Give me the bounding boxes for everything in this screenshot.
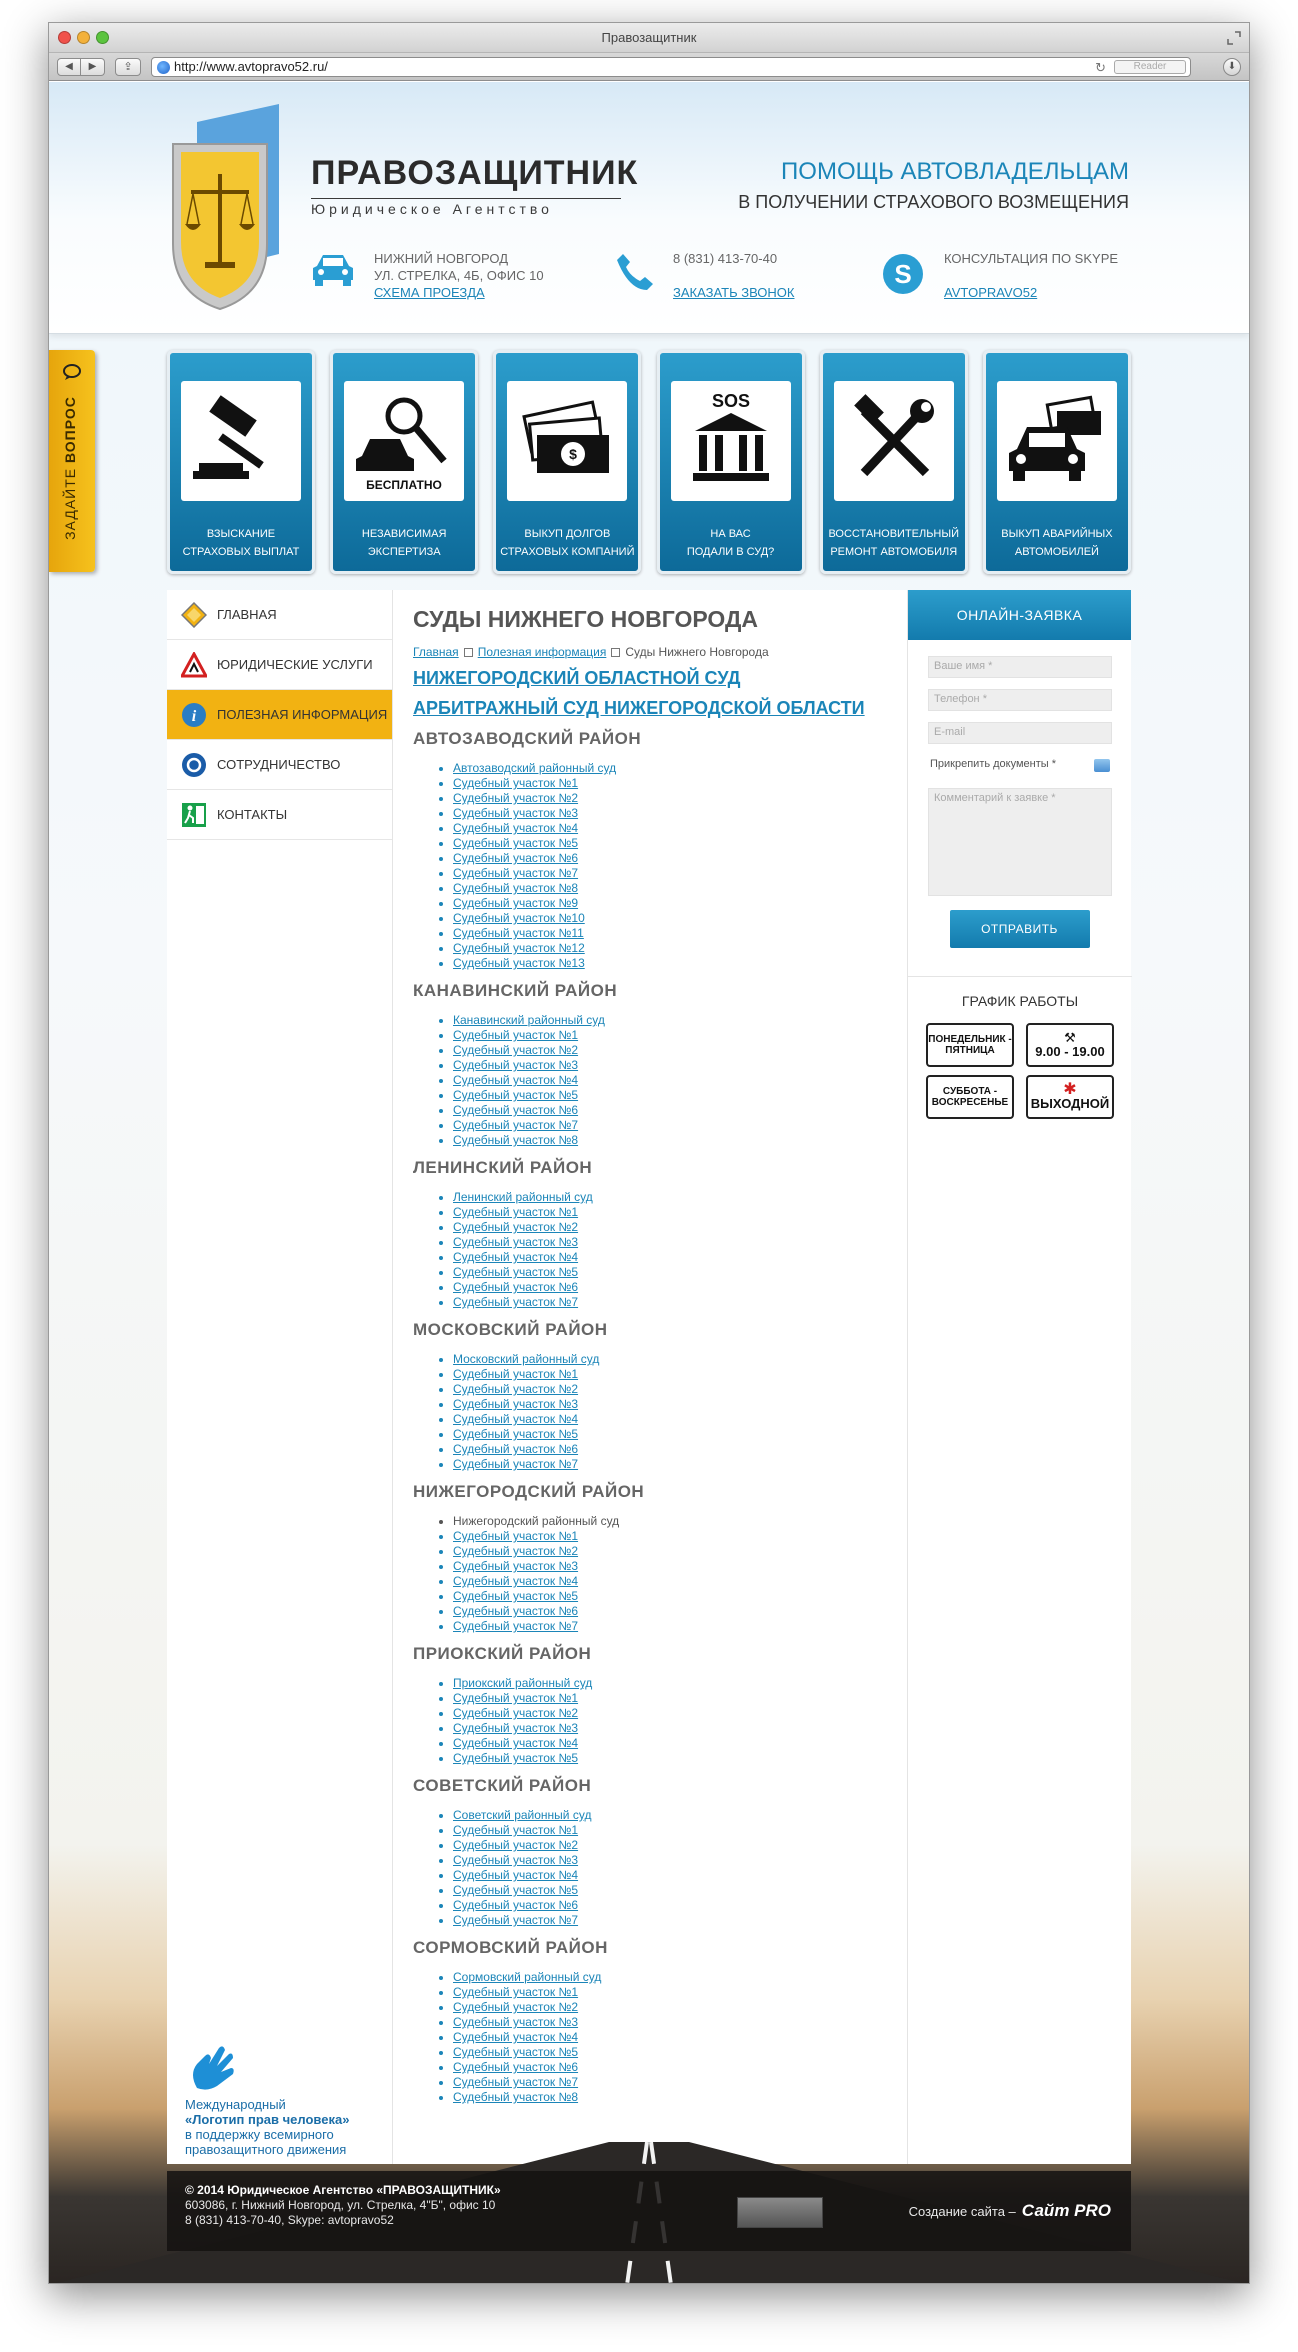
court-plot-link[interactable]: Судебный участок №5 <box>453 1589 579 1603</box>
list-item <box>453 1367 893 1382</box>
court-plot-link[interactable]: Судебный участок №3 <box>453 1397 579 1411</box>
page-title: СУДЫ НИЖНЕГО НОВГОРОДА <box>413 606 758 632</box>
court-plot-link[interactable]: Судебный участок №7 <box>453 866 579 880</box>
list-item <box>453 956 893 971</box>
footer-copyright: © 2014 Юридическое Агентство «ПРАВОЗАЩИТНИК» <box>185 2183 501 2197</box>
skype-icon <box>881 252 925 296</box>
list-item <box>453 1280 893 1295</box>
car-money-icon <box>997 381 1117 501</box>
court-plot-link[interactable]: Судебный участок №9 <box>453 896 579 910</box>
court-list <box>413 1970 893 2105</box>
court-plot-link[interactable]: Судебный участок №1 <box>453 1529 579 1543</box>
main-column <box>413 606 893 2113</box>
breadcrumb-separator-icon <box>464 648 473 657</box>
court-plot-link[interactable]: Судебный участок №1 <box>453 1205 579 1219</box>
court-plot-link[interactable]: Судебный участок №4 <box>453 821 579 835</box>
list-item <box>453 1457 893 1472</box>
nav-item-legal-services[interactable]: ЮРИДИЧЕСКИЕ УСЛУГИ <box>167 640 392 690</box>
court-plot-link[interactable]: Судебный участок №5 <box>453 1883 579 1897</box>
globe-icon <box>157 61 170 74</box>
court-plot-link[interactable]: Судебный участок №3 <box>453 1559 579 1573</box>
list-item <box>453 776 893 791</box>
tools-icon <box>834 381 954 501</box>
district-heading: ПРИОКСКИЙ РАЙОН <box>413 1644 592 1663</box>
court-plot-link[interactable]: Судебный участок №8 <box>453 1133 579 1147</box>
fullscreen-icon[interactable] <box>1227 31 1241 45</box>
visit-counter-icon[interactable] <box>737 2197 823 2228</box>
court-plot-link[interactable]: Судебный участок №6 <box>453 1604 579 1618</box>
list-item <box>453 1706 893 1721</box>
email-input[interactable]: E-mail <box>928 722 1112 744</box>
court-plot-link[interactable]: Судебный участок №2 <box>453 1043 579 1057</box>
list-item <box>453 1088 893 1103</box>
court-plot-link[interactable]: Судебный участок №2 <box>453 1838 579 1852</box>
list-item <box>453 1868 893 1883</box>
list-item <box>453 1427 893 1442</box>
schedule-weekdays-hours: ⚒ 9.00 - 19.00 <box>1026 1023 1114 1067</box>
court-plot-link[interactable]: Судебный участок №2 <box>453 1382 579 1396</box>
court-list <box>413 1514 893 1634</box>
list-item <box>453 926 893 941</box>
list-item <box>453 911 893 926</box>
list-item <box>453 791 893 806</box>
nav-item-contacts[interactable]: КОНТАКТЫ <box>167 790 392 840</box>
car-magnifier-icon <box>344 381 464 501</box>
service-insurance-payments[interactable]: ВЗЫСКАНИЕ СТРАХОВЫХ ВЫПЛАТ <box>167 350 315 574</box>
court-plot-link[interactable]: Судебный участок №8 <box>453 2090 579 2104</box>
back-button[interactable]: ◀ <box>57 58 81 76</box>
court-plot-link[interactable]: Судебный участок №4 <box>453 2030 579 2044</box>
order-form-title: ОНЛАЙН-ЗАЯВКА <box>908 590 1131 640</box>
court-plot-link[interactable]: Судебный участок №1 <box>453 1028 579 1042</box>
court-plot-link[interactable]: Судебный участок №3 <box>453 1721 579 1735</box>
list-item <box>453 1412 893 1427</box>
court-list <box>413 1190 893 1310</box>
district-court-link[interactable]: Приокский районный суд <box>453 1676 593 1690</box>
court-plot-link[interactable]: Судебный участок №4 <box>453 1868 579 1882</box>
court-plot-link[interactable]: Судебный участок №5 <box>453 836 579 850</box>
hammer-wrench-icon: ⚒ <box>1064 1030 1076 1045</box>
court-plot-link[interactable]: Судебный участок №6 <box>453 1280 579 1294</box>
court-plot-link[interactable]: Судебный участок №3 <box>453 1235 579 1249</box>
list-item <box>453 881 893 896</box>
list-item <box>453 2060 893 2075</box>
breadcrumb-separator-icon <box>611 648 620 657</box>
service-independent-expertise[interactable]: БЕСПЛАТНО НЕЗАВИСИМАЯ ЭКСПЕРТИЗА <box>330 350 478 574</box>
folder-icon <box>1094 759 1110 772</box>
list-item <box>453 1838 893 1853</box>
title-bar <box>49 23 1249 53</box>
list-item <box>453 1604 893 1619</box>
nav-item-useful-info[interactable]: i ПОЛЕЗНАЯ ИНФОРМАЦИЯ <box>167 690 392 740</box>
breadcrumb-home[interactable]: Главная <box>413 645 459 659</box>
list-item <box>453 1883 893 1898</box>
court-plot-link[interactable]: Судебный участок №7 <box>453 1913 579 1927</box>
site-creator[interactable]: Создание сайта – Сайт PRO <box>908 2201 1111 2220</box>
list-item <box>453 1058 893 1073</box>
breadcrumb-useful-info[interactable]: Полезная информация <box>477 645 607 659</box>
info-icon <box>181 702 207 728</box>
list-item <box>453 1043 893 1058</box>
list-item <box>453 821 893 836</box>
court-plot-link[interactable]: Судебный участок №2 <box>453 2000 579 2014</box>
content-area <box>167 590 1131 2164</box>
list-item <box>453 1721 893 1736</box>
list-item <box>453 2075 893 2090</box>
court-plot-link[interactable]: Судебный участок №13 <box>453 956 585 970</box>
court-plot-link[interactable]: Судебный участок №6 <box>453 2060 579 2074</box>
list-item <box>453 1853 893 1868</box>
list-item <box>453 1397 893 1412</box>
list-item <box>453 1898 893 1913</box>
courthouse-icon <box>671 381 791 501</box>
court-plot-link[interactable]: Судебный участок №5 <box>453 1088 579 1102</box>
slogan-line2: В ПОЛУЧЕНИИ СТРАХОВОГО ВОЗМЕЩЕНИЯ <box>738 192 1129 212</box>
asterisk-icon: ✱ <box>1063 1081 1077 1098</box>
exit-sign-icon <box>181 802 207 828</box>
directions-link[interactable]: СХЕМА ПРОЕЗДА <box>374 285 485 300</box>
logo-title[interactable]: ПРАВОЗАЩИТНИК <box>311 154 639 192</box>
arbitration-court-link[interactable]: АРБИТРАЖНЫЙ СУД НИЖЕГОРОДСКОЙ ОБЛАСТИ <box>413 698 865 718</box>
breadcrumb <box>413 645 893 659</box>
reader-button[interactable]: Reader <box>1114 60 1186 74</box>
roadworks-sign-icon <box>181 652 207 678</box>
order-call-link[interactable]: ЗАКАЗАТЬ ЗВОНОК <box>673 285 795 300</box>
skype-block: КОНСУЛЬТАЦИЯ ПО SKYPE AVTOPRAVO52 <box>944 251 1119 300</box>
list-item <box>453 941 893 956</box>
human-rights-logo-block[interactable]: Международный «Логотип прав человека» в поддержку всемирного правозащитного движения <box>185 2038 385 2157</box>
court-plot-link[interactable]: Судебный участок №10 <box>453 911 585 925</box>
list-item <box>453 1619 893 1634</box>
ask-question-tab[interactable] <box>49 350 95 572</box>
svg-text:$: $ <box>569 446 578 462</box>
court-plot-link[interactable]: Судебный участок №7 <box>453 1457 579 1471</box>
court-plot-link[interactable]: Судебный участок №8 <box>453 881 579 895</box>
list-item <box>453 1133 893 1148</box>
list-item <box>453 1190 893 1205</box>
list-item <box>453 2045 893 2060</box>
comment-textarea[interactable]: Комментарий к заявке * <box>928 788 1112 896</box>
list-item <box>453 1736 893 1751</box>
list-item <box>453 1442 893 1457</box>
right-sidebar <box>907 590 1131 2164</box>
address-bar[interactable] <box>151 57 1191 77</box>
roundabout-icon <box>181 752 207 778</box>
district-court-link[interactable]: Автозаводский районный суд <box>453 761 617 775</box>
list-item <box>453 761 893 776</box>
district-heading: НИЖЕГОРОДСКИЙ РАЙОН <box>413 1482 645 1501</box>
court-plot-link[interactable]: Судебный участок №7 <box>453 1619 579 1633</box>
list-item <box>453 1970 893 1985</box>
court-list <box>413 1352 893 1472</box>
district-heading: ЛЕНИНСКИЙ РАЙОН <box>413 1158 593 1177</box>
list-item <box>453 1985 893 2000</box>
list-item <box>453 1250 893 1265</box>
road-sign-icon <box>181 602 207 628</box>
court-plot-link[interactable]: Судебный участок №2 <box>453 791 579 805</box>
page-viewport <box>49 82 1249 2284</box>
court-plot-link[interactable]: Судебный участок №3 <box>453 1853 579 1867</box>
district-court-link[interactable]: Ленинский районный суд <box>453 1190 593 1204</box>
work-schedule <box>908 976 1132 1119</box>
district-court-link[interactable]: Московский районный суд <box>453 1352 600 1366</box>
sitepro-logo[interactable]: Сайт PRO <box>1021 2201 1111 2220</box>
submit-button[interactable]: ОТПРАВИТЬ <box>950 910 1090 948</box>
list-item <box>453 1529 893 1544</box>
court-plot-link[interactable]: Судебный участок №6 <box>453 1898 579 1912</box>
footer-address: 603086, г. Нижний Новгород, ул. Стрелка, 4"Б", офис 10 <box>185 2198 496 2212</box>
phone-block <box>673 250 795 301</box>
nav-item-cooperation[interactable]: СОТРУДНИЧЕСТВО <box>167 740 392 790</box>
court-plot-link[interactable]: Судебный участок №1 <box>453 1985 579 1999</box>
district-court-name: Нижегородский районный суд <box>453 1514 620 1528</box>
list-item <box>453 1751 893 1766</box>
schedule-weekend: СУББОТА - ВОСКРЕСЕНЬЕ <box>926 1075 1014 1119</box>
gavel-icon <box>181 381 301 501</box>
list-item <box>453 836 893 851</box>
court-plot-link[interactable]: Судебный участок №2 <box>453 1220 579 1234</box>
window-title: Правозащитник <box>601 30 697 45</box>
court-list <box>413 1676 893 1766</box>
court-plot-link[interactable]: Судебный участок №5 <box>453 1265 579 1279</box>
schedule-title: ГРАФИК РАБОТЫ <box>961 993 1079 1009</box>
district-heading: СОРМОВСКИЙ РАЙОН <box>413 1938 608 1957</box>
attach-documents-button[interactable]: Прикрепить документы * <box>928 755 1112 777</box>
list-item <box>453 866 893 881</box>
list-item <box>453 851 893 866</box>
list-item <box>453 1823 893 1838</box>
court-plot-link[interactable]: Судебный участок №1 <box>453 776 579 790</box>
list-item <box>453 1913 893 1928</box>
list-item <box>453 2030 893 2045</box>
list-item <box>453 1589 893 1604</box>
name-input[interactable]: Ваше имя * <box>928 656 1112 678</box>
free-badge-text: БЕСПЛАТНО <box>366 478 443 492</box>
browser-toolbar <box>49 53 1249 81</box>
list-item <box>453 1220 893 1235</box>
chat-bubble-icon <box>63 364 81 380</box>
court-plot-link[interactable]: Судебный участок №1 <box>453 1691 579 1705</box>
court-plot-link[interactable]: Судебный участок №7 <box>453 1118 579 1132</box>
court-plot-link[interactable]: Судебный участок №6 <box>453 1442 579 1456</box>
court-plot-link[interactable]: Судебный участок №3 <box>453 806 579 820</box>
footer-phone-skype: 8 (831) 413-70-40, Skype: avtopravo52 <box>185 2213 394 2227</box>
court-list <box>413 1013 893 1148</box>
sos-text: SOS <box>711 391 750 411</box>
schedule-weekend-status: ✱ ВЫХОДНОЙ <box>1026 1075 1114 1119</box>
service-court-defense[interactable]: SOS НА ВАС ПОДАЛИ В СУД? <box>657 350 805 574</box>
court-list <box>413 761 893 971</box>
list-item <box>453 1559 893 1574</box>
phone-icon <box>615 252 655 292</box>
list-item <box>453 1028 893 1043</box>
services-row <box>167 350 1131 574</box>
court-plot-link[interactable]: Судебный участок №1 <box>453 1367 579 1381</box>
service-damaged-car-buyout[interactable]: ВЫКУП АВАРИЙНЫХ АВТОМОБИЛЕЙ <box>983 350 1131 574</box>
court-plot-link[interactable]: Судебный участок №2 <box>453 1706 579 1720</box>
court-plot-link[interactable]: Судебный участок №3 <box>453 1058 579 1072</box>
ask-question-label: ЗАДАЙТЕ ВОПРОС <box>62 396 78 540</box>
district-court-link[interactable]: Канавинский районный суд <box>453 1013 605 1027</box>
site-footer <box>167 2171 1131 2251</box>
svg-text:S: S <box>894 259 912 289</box>
service-car-repair[interactable]: ВОССТАНОВИТЕЛЬНЫЙ РЕМОНТ АВТОМОБИЛЯ <box>820 350 968 574</box>
logo-subtitle: Юридическое Агентство <box>311 198 621 217</box>
court-plot-link[interactable]: Судебный участок №1 <box>453 1823 579 1837</box>
forward-button[interactable]: ▶ <box>81 58 105 76</box>
service-debt-buyout[interactable]: $ ВЫКУП ДОЛГОВ СТРАХОВЫХ КОМПАНИЙ <box>493 350 641 574</box>
list-item <box>453 1676 893 1691</box>
breadcrumb-current: Суды Нижнего Новгорода <box>625 645 769 659</box>
list-item <box>453 1118 893 1133</box>
schedule-weekdays: ПОНЕДЕЛЬНИК - ПЯТНИЦА <box>926 1023 1014 1067</box>
district-heading: МОСКОВСКИЙ РАЙОН <box>413 1320 608 1339</box>
court-plot-link[interactable]: Судебный участок №11 <box>453 926 584 940</box>
court-plot-link[interactable]: Судебный участок №4 <box>453 1073 579 1087</box>
list-item <box>453 2090 893 2105</box>
list-item <box>453 1514 893 1529</box>
court-plot-link[interactable]: Судебный участок №12 <box>453 941 585 955</box>
court-plot-link[interactable]: Судебный участок №4 <box>453 1736 579 1750</box>
court-plot-link[interactable]: Судебный участок №4 <box>453 1250 579 1264</box>
district-heading: АВТОЗАВОДСКИЙ РАЙОН <box>413 729 642 748</box>
reload-icon[interactable]: ↻ <box>1095 60 1106 75</box>
car-icon <box>311 252 355 288</box>
court-plot-link[interactable]: Судебный участок №3 <box>453 2015 579 2029</box>
list-item <box>453 896 893 911</box>
phone-number[interactable]: 8 (831) 413-70-40 <box>673 251 778 266</box>
list-item <box>453 1073 893 1088</box>
regional-court-link[interactable]: НИЖЕГОРОДСКИЙ ОБЛАСТНОЙ СУД <box>413 668 741 688</box>
list-item <box>453 2000 893 2015</box>
court-plot-link[interactable]: Судебный участок №5 <box>453 1427 579 1441</box>
shield-scales-logo-icon[interactable] <box>167 104 285 312</box>
list-item <box>453 1352 893 1367</box>
court-plot-link[interactable]: Судебный участок №5 <box>453 2045 579 2059</box>
court-plot-link[interactable]: Судебный участок №5 <box>453 1751 579 1765</box>
list-item <box>453 1574 893 1589</box>
list-item <box>453 1808 893 1823</box>
list-item <box>453 1103 893 1118</box>
court-plot-link[interactable]: Судебный участок №7 <box>453 2075 579 2089</box>
order-form <box>908 640 1131 948</box>
list-item <box>453 1544 893 1559</box>
downloads-icon[interactable]: ⬇ <box>1223 58 1241 76</box>
money-icon <box>507 381 627 501</box>
list-item <box>453 1013 893 1028</box>
districts-list <box>413 729 893 2105</box>
district-heading: СОВЕТСКИЙ РАЙОН <box>413 1776 592 1795</box>
site-header <box>49 82 1249 334</box>
human-rights-hand-icon <box>185 2038 241 2094</box>
court-plot-link[interactable]: Судебный участок №7 <box>453 1295 579 1309</box>
left-navigation <box>167 590 393 2164</box>
list-item <box>453 1265 893 1280</box>
list-item <box>453 1382 893 1397</box>
phone-input[interactable]: Телефон * <box>928 689 1112 711</box>
list-item <box>453 1205 893 1220</box>
list-item <box>453 2015 893 2030</box>
district-heading: КАНАВИНСКИЙ РАЙОН <box>413 981 618 1000</box>
court-plot-link[interactable]: Судебный участок №4 <box>453 1574 579 1588</box>
skype-link[interactable]: AVTOPRAVO52 <box>944 285 1038 300</box>
court-plot-link[interactable]: Судебный участок №6 <box>453 851 579 865</box>
svg-text:i: i <box>191 707 197 725</box>
court-list <box>413 1808 893 1928</box>
list-item <box>453 1691 893 1706</box>
court-plot-link[interactable]: Судебный участок №2 <box>453 1544 579 1558</box>
url-text: http://www.avtopravo52.ru/ <box>174 59 328 74</box>
list-item <box>453 1235 893 1250</box>
list-item <box>453 806 893 821</box>
district-court-link[interactable]: Советский районный суд <box>453 1808 592 1822</box>
court-plot-link[interactable]: Судебный участок №6 <box>453 1103 579 1117</box>
district-court-link[interactable]: Сормовский районный суд <box>453 1970 602 1984</box>
court-plot-link[interactable]: Судебный участок №4 <box>453 1412 579 1426</box>
nav-item-home[interactable]: ГЛАВНАЯ <box>167 590 392 640</box>
share-button[interactable]: ⇪ <box>115 58 141 76</box>
slogan-line1: ПОМОЩЬ АВТОВЛАДЕЛЬЦАМ <box>781 158 1129 185</box>
address-block: НИЖНИЙ НОВГОРОД УЛ. СТРЕЛКА, 4Б, ОФИС 10 СХЕМА ПРОЕЗДА <box>374 251 544 300</box>
browser-window <box>48 22 1250 2284</box>
list-item <box>453 1295 893 1310</box>
